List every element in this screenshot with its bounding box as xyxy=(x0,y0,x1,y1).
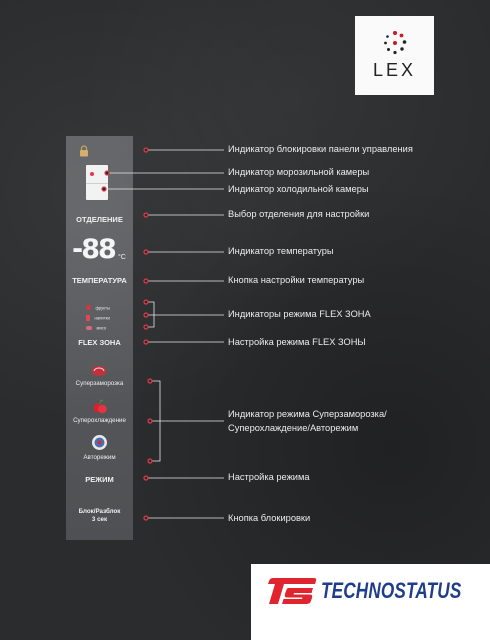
flex-item-drinks: напитки xyxy=(86,309,110,316)
callout-mode-indicator-1: Индикатор режима Суперзаморозка/ xyxy=(228,409,387,419)
temperature-button[interactable]: ТЕМПЕРАТУРА xyxy=(72,276,127,285)
section-button[interactable]: ОТДЕЛЕНИЕ xyxy=(76,215,123,224)
technostatus-text: TECHNOSTATUS xyxy=(321,578,462,603)
freezer-indicator-dot xyxy=(90,172,94,176)
super-cool-icon xyxy=(92,399,108,415)
lex-logo-text: LEX xyxy=(372,60,417,80)
callout-mode-setting: Настройка режима xyxy=(228,472,310,482)
mode-super-freeze: Суперзаморозка xyxy=(75,380,124,387)
temperature-value: -88 xyxy=(72,234,115,265)
lock-button-label-1[interactable]: Блок/Разблок xyxy=(78,508,121,515)
temperature-display xyxy=(72,236,115,263)
lex-logo-mark-icon xyxy=(382,30,408,56)
flex-zone-button[interactable]: FLEX ЗОНА xyxy=(78,338,121,347)
callout-freezer-indicator: Индикатор морозильной камеры xyxy=(228,167,370,177)
callout-mode-indicator-2: Суперохлаждение/Авторежим xyxy=(228,423,359,433)
technostatus-mark-icon xyxy=(264,576,318,606)
auto-mode-icon xyxy=(91,434,108,451)
callout-lock-indicator: Индикатор блокировки панели управления xyxy=(228,144,413,154)
mode-super-cool: Суперохлаждение xyxy=(73,417,126,424)
callout-flex-indicators: Индикаторы режима FLEX ЗОНА xyxy=(228,309,371,319)
lock-icon xyxy=(79,145,89,157)
callout-fridge-indicator: Индикатор холодильной камеры xyxy=(228,184,369,194)
lex-logo xyxy=(355,16,434,95)
flex-item-meat: мясо xyxy=(86,319,106,326)
lock-button-label-2[interactable]: 3 сек xyxy=(91,516,108,523)
temperature-unit: °C xyxy=(118,254,126,261)
control-panel xyxy=(66,136,133,540)
callout-flex-setting: Настройка режима FLEX ЗОНЫ xyxy=(228,337,366,347)
callout-temperature-indicator: Индикатор температуры xyxy=(228,246,334,256)
super-freeze-icon xyxy=(90,365,108,377)
callout-section-select: Выбор отделения для настройки xyxy=(228,209,370,219)
callout-temperature-button: Кнопка настройки температуры xyxy=(228,275,365,285)
compartment-indicator xyxy=(86,165,108,200)
meat-icon xyxy=(86,326,92,330)
flex-item-fruits: фрукты xyxy=(86,299,110,306)
technostatus-logo xyxy=(251,564,490,640)
callout-lock-button: Кнопка блокировки xyxy=(228,513,311,523)
mode-button[interactable]: РЕЖИМ xyxy=(85,475,114,484)
mode-auto: Авторежим xyxy=(83,454,116,461)
